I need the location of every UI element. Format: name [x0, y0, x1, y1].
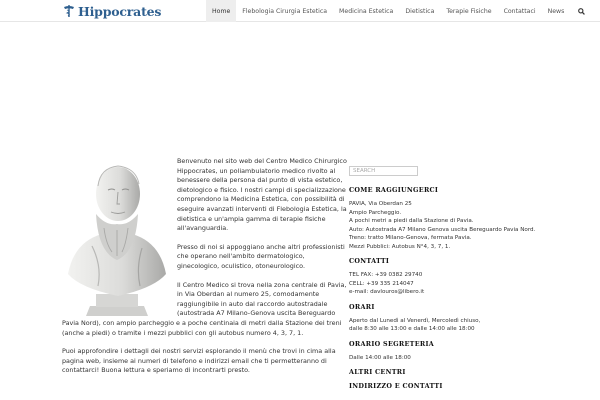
site-header — [0, 0, 600, 22]
widget-line: Aperto dal Lunedì al Venerdì, Mercoledì chiuso, — [349, 317, 481, 324]
email-link[interactable]: e-mail: davlouros@libero.it — [349, 289, 425, 295]
site-logo[interactable] — [62, 3, 161, 19]
sidebar — [349, 166, 549, 396]
widget-line: Auto: Autostrada A7 Milano Genova uscita Bereguardo Pavia Nord. — [349, 226, 536, 233]
nav-contattaci[interactable]: Contattaci — [503, 7, 536, 15]
nav-medicina-estetica[interactable]: Medicina Estetica — [339, 7, 394, 15]
search-button[interactable] — [572, 0, 590, 22]
widget-line: Mezzi Pubblici: Autobus N°4, 3, 7, 1. — [349, 243, 451, 250]
widget-orario-segreteria — [349, 340, 549, 363]
widget-line: Treno: tratto Milano-Genova, fermata Pavia. — [349, 235, 472, 241]
nav-dietistica[interactable]: Dietistica — [405, 7, 435, 15]
widget-line: Dalle 14:00 alle 18:00 — [349, 354, 411, 361]
phone-fax[interactable]: TEL FAX: +39 0382 29740 — [349, 272, 423, 278]
main-nav — [206, 0, 590, 22]
closing-paragraph: Puoi approfondire i dettagli dei nostri servizi esplorando il menù che trovi in cima alla pagina web, insieme ai numeri di telefono e indirizzi email che ti permetteranno di contattarci! Buona lettura e speriamo di incontrarti presto. — [62, 347, 336, 375]
widget-altri-centri — [349, 368, 549, 376]
location-paragraph-end: Pavia Nord), con ampio parcheggio e a poche centinaia di metri dalla Stazione dei treni (anche a piedi) o tramite i mezzi pubblici con gli autobus numero 4, 3, 7, 1. — [62, 318, 342, 337]
widget-line: A pochi metri a piedi dalla Stazione di Pavia. — [349, 218, 474, 224]
widget-orari — [349, 303, 549, 334]
intro-paragraph: Benvenuto nel sito web del Centro Medico Chirurgico Hippocrates, un poliambulatorio medico rivolto al benessere della persona dal punto di vista estetico, dietologico e fisico. I nostri campi di specializzazione comprendono la Medicina Estetica, con possibilità di eseguire avanzati interventi di Flebologia Estetica, la dietistica e un'ampia gamma di terapie fisiche all'avanguardia. — [177, 157, 347, 233]
widget-contatti — [349, 257, 549, 297]
main-content — [62, 157, 347, 385]
location-paragraph-start: Il Centro Medico si trova nella zona centrale di Pavia, in Via Oberdan al numero 25, comodamente raggiungibile in auto dal raccordo autostradale (autostrada A7 Milano-Genova uscita Bereguardo — [177, 280, 347, 318]
widget-line: dalle 8:30 alle 13:00 e dalle 14:00 alle 18:00 — [349, 326, 475, 332]
nav-flebologia[interactable]: Flebologia Cirurgia Estetica — [242, 7, 328, 15]
location-paragraph — [62, 281, 347, 339]
logo-emblem-icon — [62, 4, 76, 18]
logo-text: Hippocrates — [78, 3, 162, 19]
widget-line: Ampio Parcheggio. — [349, 209, 402, 216]
hero-area — [0, 22, 600, 142]
widget-title: ORARIO SEGRETERIA — [349, 339, 435, 348]
search-input[interactable]: SEARCH — [349, 166, 418, 176]
widget-come-raggiungerci — [349, 186, 549, 251]
search-icon — [578, 8, 585, 15]
phone-cell[interactable]: CELL: +39 335 214047 — [349, 280, 414, 287]
widget-title: COME RAGGIUNGERCI — [349, 186, 439, 194]
nav-terapie-fisiche[interactable]: Terapie Fisiche — [446, 7, 492, 15]
widget-indirizzo-contatti — [349, 382, 549, 390]
professionals-paragraph: Presso di noi si appoggiano anche altri professionisti che operano nell'ambito dermatologico, ginecologico, oculistico, otoneurologico. — [177, 242, 345, 270]
widget-title: CONTATTI — [349, 257, 390, 265]
widget-title: ORARI — [349, 302, 375, 311]
widget-title: INDIRIZZO E CONTATTI — [349, 382, 443, 390]
nav-news[interactable]: News — [547, 7, 565, 15]
widget-line: PAVIA, Via Oberdan 25 — [349, 201, 412, 207]
nav-home[interactable]: Home — [206, 0, 236, 22]
widget-title: ALTRI CENTRI — [349, 368, 406, 376]
